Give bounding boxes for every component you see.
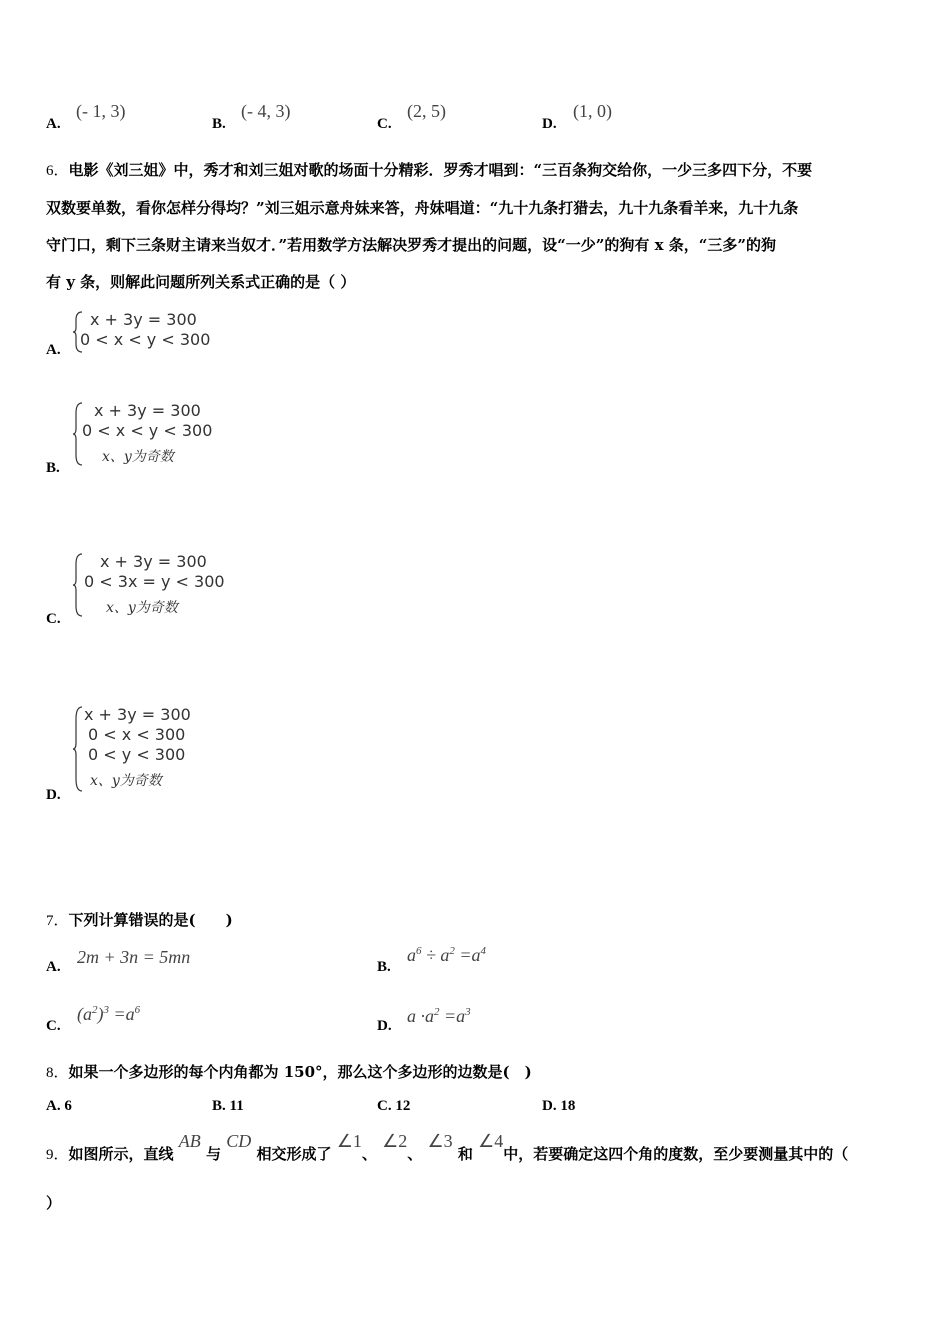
q6-line-3: 守门口，剩下三条财主请来当奴才．”若用数学方法解决罗秀才提出的问题，设“一少”的狗有 x 条，“三多”的狗 xyxy=(46,236,777,254)
q8-option-d[interactable]: D. 18 xyxy=(542,1098,576,1114)
q7-option-c-expr: $(a^2)^3 =a^6$ xyxy=(77,1004,141,1024)
q7-number: 7． xyxy=(46,913,69,929)
q6-line-2: 双数要单数，看你怎样分得均？”刘三姐示意舟妹来答，舟妹唱道：“九十九条打猎去，九十九条看羊来，九十九条 xyxy=(46,199,799,217)
q7-option-d-label[interactable]: D. xyxy=(377,1018,392,1034)
angle-1: ∠1 xyxy=(336,1131,362,1151)
q7-option-a-label[interactable]: A. xyxy=(46,959,61,975)
q6-option-c-line-3: x、y为奇数 xyxy=(106,600,178,616)
q6-option-d-system xyxy=(72,705,232,793)
q6-option-a-line-2: 0 < x < y < 300 xyxy=(80,330,211,349)
q6-option-b-line-3: x、y为奇数 xyxy=(102,449,174,465)
q8-number: 8． xyxy=(46,1065,69,1081)
q7-option-b-expr: $a^6 \div a^2 =a^4$ xyxy=(407,945,487,965)
q6-option-d-line-4: x、y为奇数 xyxy=(90,773,162,789)
q7-option-b-label[interactable]: B. xyxy=(377,959,391,975)
q5-option-c-label[interactable]: C. xyxy=(377,116,392,132)
q6-option-b-line-1: x + 3y = 300 xyxy=(94,401,201,420)
brace-icon xyxy=(72,705,84,793)
q6-option-c-system xyxy=(72,552,242,618)
q5-option-d-value: (1, 0) xyxy=(573,101,612,121)
q6-option-b-line-2: 0 < x < y < 300 xyxy=(82,421,213,440)
q6-option-c-line-1: x + 3y = 300 xyxy=(100,552,207,571)
line-ab: AB xyxy=(178,1131,201,1151)
q5-option-b-value: (- 4, 3) xyxy=(241,101,291,121)
q6-line-4: 有 y 条，则解此问题所列关系式正确的是（ ） xyxy=(46,273,356,291)
q9-number: 9． xyxy=(46,1147,69,1163)
q9-stem: 9．如图所示，直线 AB 与 CD 相交形成了 ∠1、 ∠2、 ∠3 和 ∠4中，若要确定这四个角的度数，至少要测量其中的（ xyxy=(46,1131,849,1163)
q6-stem xyxy=(46,152,910,301)
q6-line-1: 电影《刘三姐》中，秀才和刘三姐对歌的场面十分精彩．罗秀才唱到：“三百条狗交给你，一少三多四下分，不要 xyxy=(68,161,813,179)
q6-option-a-line-1: x + 3y = 300 xyxy=(90,310,197,329)
q6-option-b-system xyxy=(72,401,232,467)
angle-4: ∠4 xyxy=(478,1131,504,1151)
q6-option-a-system xyxy=(72,310,232,354)
q5-option-a-value: (- 1, 3) xyxy=(76,101,126,121)
q5-option-a-label[interactable]: A. xyxy=(46,116,61,132)
q6-option-c-line-2: 0 < 3x = y < 300 xyxy=(84,572,225,591)
q6-option-d-line-3: 0 < y < 300 xyxy=(88,745,186,764)
q5-option-d-label[interactable]: D. xyxy=(542,116,557,132)
q9-stem-end: ） xyxy=(46,1194,62,1212)
q6-option-c-label[interactable]: C. xyxy=(46,611,61,627)
q8-option-b[interactable]: B. 11 xyxy=(212,1098,244,1114)
q6-option-d-line-1: x + 3y = 300 xyxy=(84,705,191,724)
q7-text: 下列计算错误的是( ) xyxy=(68,911,233,929)
q8-text: 如果一个多边形的每个内角都为 150°，那么这个多边形的边数是( ) xyxy=(68,1063,532,1081)
q8-option-a[interactable]: A. 6 xyxy=(46,1098,72,1114)
q6-option-a-label[interactable]: A. xyxy=(46,342,61,358)
angle-3: ∠3 xyxy=(427,1131,453,1151)
angle-2: ∠2 xyxy=(382,1131,408,1151)
brace-icon xyxy=(72,552,84,618)
q8-stem xyxy=(46,1054,532,1092)
q6-number: 6． xyxy=(46,163,69,179)
q6-option-b-label[interactable]: B. xyxy=(46,460,60,476)
q6-option-d-label[interactable]: D. xyxy=(46,787,61,803)
q7-stem xyxy=(46,902,233,940)
q7-option-a-expr: 2m + 3n = 5mn xyxy=(77,947,191,967)
q8-option-c[interactable]: C. 12 xyxy=(377,1098,411,1114)
line-cd: CD xyxy=(226,1131,252,1151)
q7-option-d-expr: $a \cdot a^2 =a^3$ xyxy=(407,1006,471,1026)
q6-option-d-line-2: 0 < x < 300 xyxy=(88,725,186,744)
q5-option-b-label[interactable]: B. xyxy=(212,116,226,132)
q5-option-c-value: (2, 5) xyxy=(407,101,446,121)
q7-option-c-label[interactable]: C. xyxy=(46,1018,61,1034)
